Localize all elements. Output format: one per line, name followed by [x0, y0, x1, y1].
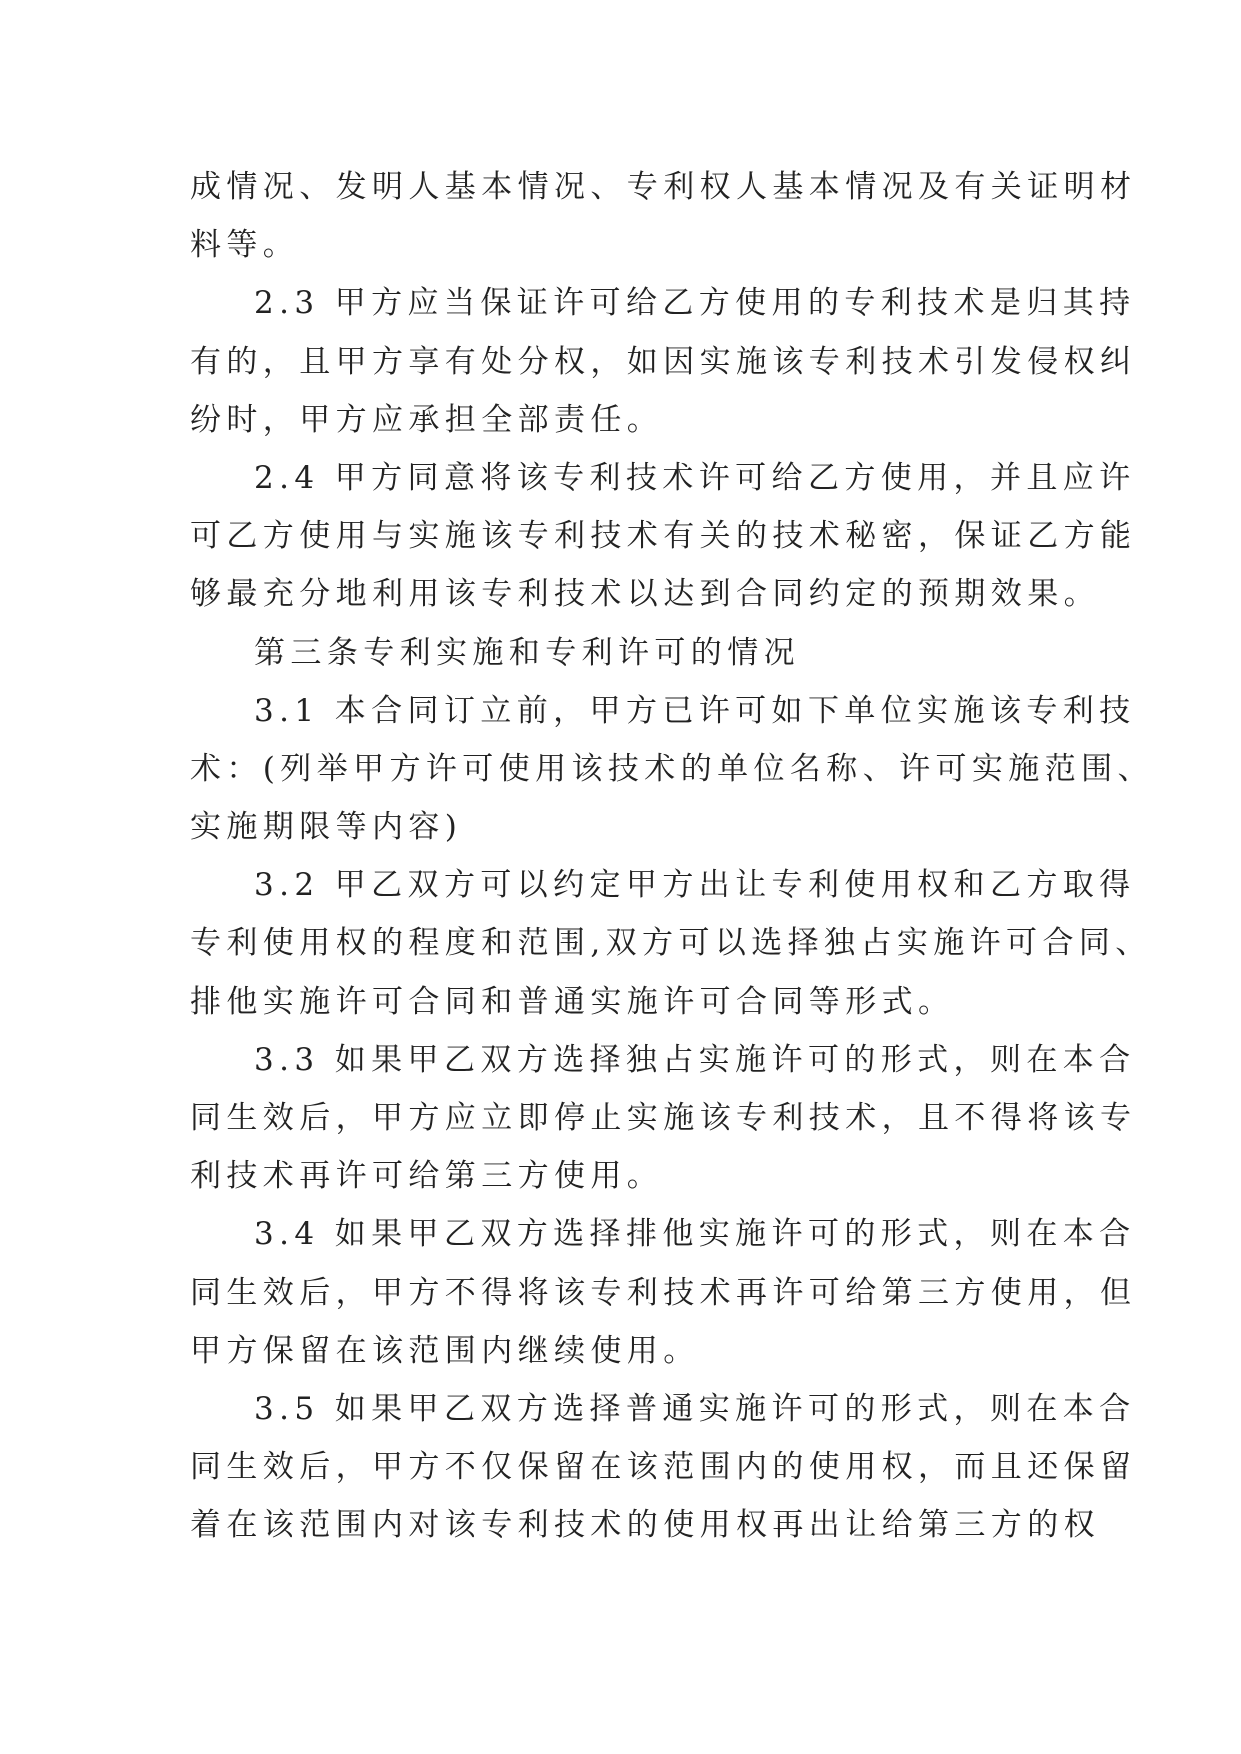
- body-line: 料等。: [190, 227, 300, 264]
- body-line: 同生效后，甲方不仅保留在该范围内的使用权，而且还保留: [190, 1449, 1137, 1486]
- body-line: 实施期限等内容): [190, 809, 463, 846]
- body-line: 排他实施许可合同和普通实施许可合同等形式。: [190, 983, 955, 1020]
- clause-3-4-line: 3.4 如果甲乙双方选择排他实施许可的形式，则在本合: [254, 1216, 1136, 1253]
- body-line: 有的，且甲方享有处分权，如因实施该专利技术引发侵权纠: [190, 343, 1137, 380]
- document-body: [190, 158, 1154, 1555]
- body-line: 利技术再许可给第三方使用。: [190, 1158, 664, 1195]
- clause-3-2-line: 3.2 甲乙双方可以约定甲方出让专利使用权和乙方取得: [254, 867, 1136, 904]
- body-line: 术：(列举甲方许可使用该技术的单位名称、许可实施范围、: [190, 750, 1154, 787]
- body-line: 专利使用权的程度和范围,双方可以选择独占实施许可合同、: [190, 925, 1152, 962]
- body-line: 够最充分地利用该专利技术以达到合同约定的预期效果。: [190, 576, 1100, 613]
- body-line: 成情况、发明人基本情况、专利权人基本情况及有关证明材: [190, 169, 1137, 205]
- clause-2-4-line: 2.4 甲方同意将该专利技术许可给乙方使用，并且应许: [254, 459, 1136, 496]
- clause-3-3-line: 3.3 如果甲乙双方选择独占实施许可的形式，则在本合: [254, 1041, 1136, 1078]
- body-line: 同生效后，甲方不得将该专利技术再许可给第三方使用，但: [190, 1274, 1137, 1311]
- body-line: 着在该范围内对该专利技术的使用权再出让给第三方的权: [190, 1507, 1100, 1544]
- body-line: 同生效后，甲方应立即停止实施该专利技术，且不得将该专: [190, 1100, 1137, 1136]
- body-line: 甲方保留在该范围内继续使用。: [190, 1332, 700, 1369]
- clause-3-1-line: 3.1 本合同订立前，甲方已许可如下单位实施该专利技: [254, 692, 1136, 729]
- body-line: 纷时，甲方应承担全部责任。: [190, 401, 664, 438]
- clause-2-3-line: 2.3 甲方应当保证许可给乙方使用的专利技术是归其持: [254, 285, 1136, 322]
- clause-3-5-line: 3.5 如果甲乙双方选择普通实施许可的形式，则在本合: [254, 1390, 1136, 1427]
- article-3-heading: 第三条专利实施和专利许可的情况: [254, 634, 800, 671]
- body-line: 可乙方使用与实施该专利技术有关的技术秘密，保证乙方能: [190, 518, 1137, 555]
